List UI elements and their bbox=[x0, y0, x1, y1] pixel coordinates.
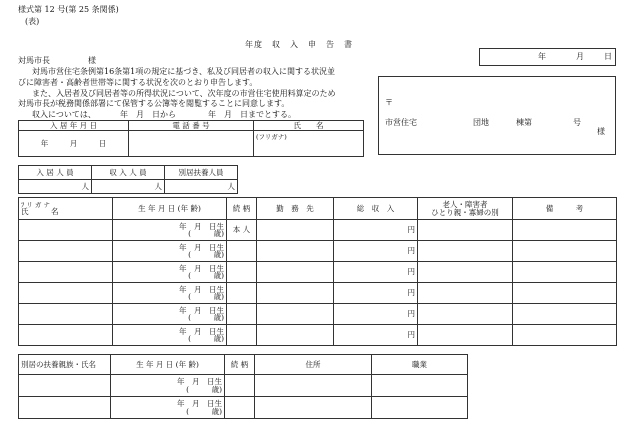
statement-line-1: 対馬市営住宅条例第16条第1項の規定に基づき、私及び同居者の収入に関する状況並 bbox=[32, 67, 335, 76]
dob-line-1: 年 月 日生 bbox=[179, 263, 224, 273]
member-dob-field[interactable] bbox=[113, 220, 227, 241]
member-income-field[interactable] bbox=[334, 220, 418, 241]
statement-line-4: 対馬市長が税務関係部署にて保管する公簿等を閲覧することに同意します。 bbox=[18, 99, 290, 108]
furigana-name-header bbox=[19, 198, 113, 220]
remarks-header: 備 考 bbox=[513, 198, 617, 220]
furigana-header: ﾌ リ ガ ナ bbox=[21, 200, 50, 209]
member-relation-field[interactable] bbox=[227, 283, 257, 304]
dob-line-1: 年 月 日生 bbox=[177, 377, 222, 386]
table-row bbox=[19, 375, 468, 397]
dob-line-2: ( 歳) bbox=[188, 292, 224, 301]
dob-line-2: ( 歳) bbox=[188, 250, 224, 259]
member-workplace-field[interactable] bbox=[257, 325, 334, 346]
dependents-count-field[interactable] bbox=[165, 180, 238, 194]
addressee-name: 対馬市長 bbox=[18, 56, 50, 65]
member-income-field[interactable] bbox=[334, 325, 418, 346]
income-period-to: 年 月 日までとする。 bbox=[208, 110, 296, 119]
table-row bbox=[19, 241, 617, 262]
member-relation-field[interactable] bbox=[227, 241, 257, 262]
entry-info-table bbox=[18, 120, 364, 157]
dob-line-2: ( 歳) bbox=[188, 313, 224, 322]
earners-count-header: 収 入 人 員 bbox=[92, 166, 165, 180]
name-field[interactable] bbox=[254, 131, 364, 157]
dob-line-1: 年 月 日生 bbox=[179, 221, 224, 231]
member-income-field[interactable] bbox=[334, 241, 418, 262]
dob-header: 生 年 月 日 (年 齢) bbox=[113, 198, 227, 220]
income-period-from: 年 月 日から bbox=[120, 110, 176, 119]
person-unit: 人 bbox=[81, 181, 89, 191]
person-unit: 人 bbox=[227, 181, 235, 191]
member-workplace-field[interactable] bbox=[257, 262, 334, 283]
dob-line-1: 年 月 日生 bbox=[179, 242, 224, 252]
furigana-label: (フリガナ) bbox=[256, 133, 287, 141]
phone-header: 電 話 番 号 bbox=[129, 121, 254, 131]
table-row bbox=[19, 283, 617, 304]
dob-line-2: ( 歳) bbox=[188, 229, 224, 238]
room-label: 号 bbox=[573, 118, 581, 127]
dependent-relation-header: 続 柄 bbox=[225, 355, 255, 375]
date-box[interactable] bbox=[479, 48, 616, 66]
member-income-field[interactable] bbox=[334, 283, 418, 304]
dob-line-2: ( 歳) bbox=[186, 406, 222, 416]
table-row bbox=[19, 304, 617, 325]
member-remarks-field[interactable] bbox=[513, 304, 617, 325]
dependent-name-header: 別居の扶養親族・氏名 bbox=[19, 355, 111, 375]
date-month-label: 月 bbox=[576, 52, 584, 61]
member-workplace-field[interactable] bbox=[257, 220, 334, 241]
residents-count-field[interactable] bbox=[19, 180, 92, 194]
earners-count-field[interactable] bbox=[92, 180, 165, 194]
entry-day-label: 日 bbox=[98, 138, 107, 148]
dependents-table bbox=[18, 354, 468, 419]
entry-date-field[interactable] bbox=[19, 131, 129, 157]
member-status-field[interactable] bbox=[418, 304, 513, 325]
dependent-relation-field[interactable] bbox=[225, 375, 255, 397]
member-name-field[interactable] bbox=[19, 262, 113, 283]
member-remarks-field[interactable] bbox=[513, 262, 617, 283]
name-header: 氏 名 bbox=[254, 121, 364, 131]
self-relation-label: 本 人 bbox=[232, 225, 251, 235]
dob-line-2: ( 歳) bbox=[188, 334, 224, 343]
entry-date-header: 入 居 年 月 日 bbox=[19, 121, 129, 131]
member-income-field[interactable] bbox=[334, 304, 418, 325]
member-workplace-field[interactable] bbox=[257, 304, 334, 325]
entry-year-label: 年 bbox=[40, 138, 49, 148]
member-status-field[interactable] bbox=[418, 241, 513, 262]
member-dob-field[interactable] bbox=[113, 304, 227, 325]
member-remarks-field[interactable] bbox=[513, 241, 617, 262]
yen-unit: 円 bbox=[407, 288, 415, 298]
table-row bbox=[19, 325, 617, 346]
member-remarks-field[interactable] bbox=[513, 220, 617, 241]
form-number: 様式第 12 号(第 25 条関係) bbox=[18, 5, 119, 14]
member-name-header: 氏 名 bbox=[21, 207, 59, 216]
member-dob-field[interactable] bbox=[113, 241, 227, 262]
member-dob-field[interactable] bbox=[113, 283, 227, 304]
member-name-field[interactable] bbox=[19, 304, 113, 325]
residents-count-header: 入 居 人 員 bbox=[19, 166, 92, 180]
statement-line-2: びに障害者・高齢者世帯等に関する状況を次のとおり申告します。 bbox=[18, 78, 258, 87]
dependents-count-header: 別居扶養人員 bbox=[165, 166, 238, 180]
dependent-relation-field[interactable] bbox=[225, 397, 255, 419]
member-name-field[interactable] bbox=[19, 325, 113, 346]
dependent-job-field[interactable] bbox=[372, 375, 468, 397]
phone-field[interactable] bbox=[129, 131, 254, 157]
form-title: 年度 収 入 申 告 書 bbox=[245, 40, 353, 49]
status-header bbox=[418, 198, 513, 220]
member-relation-field[interactable] bbox=[227, 262, 257, 283]
member-status-field[interactable] bbox=[418, 220, 513, 241]
dob-line-1: 年 月 日生 bbox=[177, 399, 222, 408]
danchi-label: 団地 bbox=[473, 118, 489, 127]
workplace-header: 勤 務 先 bbox=[257, 198, 334, 220]
addressee-honorific: 様 bbox=[88, 56, 96, 65]
yen-unit: 円 bbox=[407, 225, 415, 235]
member-dob-field[interactable] bbox=[113, 325, 227, 346]
person-unit: 人 bbox=[154, 181, 162, 191]
dependent-job-field[interactable] bbox=[372, 397, 468, 419]
date-day-label: 日 bbox=[604, 52, 612, 61]
member-name-field[interactable] bbox=[19, 283, 113, 304]
yen-unit: 円 bbox=[407, 309, 415, 319]
members-header-row bbox=[19, 198, 617, 220]
member-name-field[interactable] bbox=[19, 241, 113, 262]
dependent-dob-field[interactable] bbox=[111, 375, 225, 397]
postal-mark: 〒 bbox=[385, 98, 393, 107]
resident-honorific: 様 bbox=[597, 127, 605, 136]
status-header-line-2: ひとり親・寡婦の別 bbox=[431, 207, 499, 217]
dependent-job-header: 職業 bbox=[372, 355, 468, 375]
relation-header: 続 柄 bbox=[227, 198, 257, 220]
dob-line-2: ( 歳) bbox=[188, 271, 224, 280]
date-year-label: 年 bbox=[538, 52, 546, 61]
headcount-table bbox=[18, 165, 238, 194]
table-row bbox=[19, 262, 617, 283]
member-workplace-field[interactable] bbox=[257, 241, 334, 262]
dependent-name-field[interactable] bbox=[19, 375, 111, 397]
dependent-dob-header: 生 年 月 日 (年 齢) bbox=[111, 355, 225, 375]
household-members-table bbox=[18, 197, 617, 346]
entry-month-label: 月 bbox=[69, 138, 78, 148]
member-relation-field[interactable] bbox=[227, 304, 257, 325]
member-relation-field[interactable] bbox=[227, 220, 257, 241]
building-label: 棟第 bbox=[516, 118, 532, 127]
status-header-line-1: 老人・障害者 bbox=[442, 200, 488, 209]
yen-unit: 円 bbox=[407, 330, 415, 340]
statement-line-3: また、入居者及び同居者等の所得状況について、次年度の市営住宅使用料算定のため bbox=[32, 89, 336, 98]
member-income-field[interactable] bbox=[334, 262, 418, 283]
dependent-address-field[interactable] bbox=[255, 397, 372, 419]
total-income-header: 総 収 入 bbox=[334, 198, 418, 220]
form-side-label: (表) bbox=[25, 17, 40, 26]
member-status-field[interactable] bbox=[418, 283, 513, 304]
member-remarks-field[interactable] bbox=[513, 283, 617, 304]
yen-unit: 円 bbox=[407, 267, 415, 277]
address-box[interactable] bbox=[378, 76, 616, 155]
dob-line-2: ( 歳) bbox=[186, 384, 222, 394]
income-period-prefix: 収入については、 bbox=[32, 110, 96, 119]
dob-line-1: 年 月 日生 bbox=[179, 284, 224, 294]
dependent-address-field[interactable] bbox=[255, 375, 372, 397]
dob-line-1: 年 月 日生 bbox=[179, 305, 224, 315]
table-row bbox=[19, 397, 468, 419]
member-remarks-field[interactable] bbox=[513, 325, 617, 346]
dependent-name-field[interactable] bbox=[19, 397, 111, 419]
yen-unit: 円 bbox=[407, 246, 415, 256]
table-row bbox=[19, 220, 617, 241]
dependents-header-row bbox=[19, 355, 468, 375]
member-status-field[interactable] bbox=[418, 262, 513, 283]
member-workplace-field[interactable] bbox=[257, 283, 334, 304]
dependent-address-header: 住所 bbox=[255, 355, 372, 375]
housing-label: 市営住宅 bbox=[385, 118, 417, 127]
member-relation-field[interactable] bbox=[227, 325, 257, 346]
member-name-field[interactable] bbox=[19, 220, 113, 241]
dob-line-1: 年 月 日生 bbox=[179, 326, 224, 336]
dependent-dob-field[interactable] bbox=[111, 397, 225, 419]
member-dob-field[interactable] bbox=[113, 262, 227, 283]
member-status-field[interactable] bbox=[418, 325, 513, 346]
